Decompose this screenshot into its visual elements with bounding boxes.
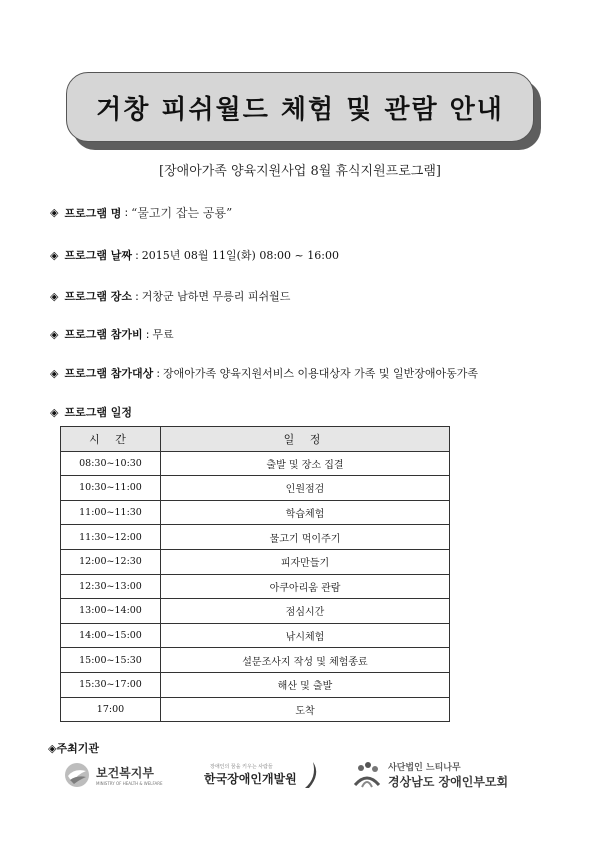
info-row-date: ◈ 프로그램 날짜 : 2015년 08월 11일(화) 08:00 ~ 16:00 (50, 248, 339, 262)
org-name: 한국장애인개발원 (204, 772, 297, 786)
kodds-logo-icon (301, 760, 321, 790)
diamond-bullet-icon: ◈ (50, 405, 59, 419)
event-cell: 해산 및 출발 (161, 672, 450, 697)
table-row (61, 599, 450, 624)
event-cell: 출발 및 장소 집결 (161, 451, 450, 476)
time-cell: 10:30~11:00 (61, 476, 161, 501)
table-row (61, 525, 450, 550)
table-row (61, 549, 450, 574)
info-label: 프로그램 참가대상 (64, 367, 154, 380)
time-cell: 12:30~13:00 (61, 574, 161, 599)
header-time: 시 간 (61, 427, 161, 452)
info-label: 프로그램 장소 (64, 290, 133, 303)
header-event: 일 정 (161, 427, 450, 452)
info-row-fee: ◈ 프로그램 참가비 : 무료 (50, 327, 174, 341)
time-cell: 14:00~15:00 (61, 623, 161, 648)
time-cell: 13:00~14:00 (61, 599, 161, 624)
org-subtext: MINISTRY OF HEALTH & WELFARE (96, 781, 163, 786)
event-cell: 피자만들기 (161, 549, 450, 574)
page-title: 거창 피쉬월드 체험 및 관람 안내 (66, 72, 534, 142)
time-cell: 12:00~12:30 (61, 549, 161, 574)
event-cell: 도착 (161, 697, 450, 722)
diamond-bullet-icon: ◈ (50, 206, 59, 219)
info-row-place: ◈ 프로그램 장소 : 거창군 남하면 무릉리 피쉬월드 (50, 289, 291, 303)
event-cell: 학습체험 (161, 500, 450, 525)
mohw-logo-icon (64, 762, 90, 788)
event-cell: 인원점검 (161, 476, 450, 501)
info-row-name: ◈ 프로그램 명 : “물고기 잡는 공룡” (50, 206, 233, 220)
diamond-bullet-icon: ◈ (50, 289, 59, 303)
host-logo-kodds (204, 760, 321, 790)
info-label: 프로그램 날짜 (64, 249, 133, 262)
org-subtext: 사단법인 느티나무 (388, 763, 461, 773)
table-row (61, 574, 450, 599)
schedule-table (60, 426, 450, 722)
diamond-bullet-icon: ◈ (50, 327, 59, 341)
table-row (61, 451, 450, 476)
table-header-row (61, 427, 450, 452)
info-label: 프로그램 일정 (64, 406, 133, 419)
table-row (61, 672, 450, 697)
time-cell: 11:30~12:00 (61, 525, 161, 550)
table-row (61, 697, 450, 722)
diamond-bullet-icon: ◈ (50, 366, 59, 380)
host-logo-parents (352, 760, 508, 790)
diamond-bullet-icon: ◈ (50, 248, 59, 262)
table-row (61, 623, 450, 648)
host-logo-mohw (64, 762, 163, 788)
org-subtext: 장애인의 꿈을 키우는 사람들 (210, 764, 273, 770)
event-cell: 설문조사지 작성 및 체험종료 (161, 648, 450, 673)
event-cell: 물고기 먹이주기 (161, 525, 450, 550)
host-title: ◈주최기관 (48, 742, 99, 755)
time-cell: 15:00~15:30 (61, 648, 161, 673)
info-value: 장애아가족 양육지원서비스 이용대상자 가족 및 일반장애아동가족 (163, 367, 479, 380)
org-name: 경상남도 장애인부모회 (388, 775, 509, 789)
info-value: 거창군 남하면 무릉리 피쉬월드 (141, 290, 291, 303)
time-cell: 11:00~11:30 (61, 500, 161, 525)
info-row-target: ◈ 프로그램 참가대상 : 장애아가족 양육지원서비스 이용대상자 가족 및 일반장애아동가족 (50, 366, 479, 380)
table-row (61, 476, 450, 501)
table-row (61, 648, 450, 673)
info-label: 프로그램 참가비 (64, 328, 143, 341)
info-value: “물고기 잡는 공룡” (131, 206, 233, 220)
info-label: 프로그램 명 (64, 206, 122, 220)
info-row-schedule (50, 404, 132, 420)
subtitle: [장애아가족 양육지원사업 8월 휴식지원프로그램] (159, 164, 441, 179)
event-cell: 낚시체험 (161, 623, 450, 648)
event-cell: 아쿠아리움 관람 (161, 574, 450, 599)
time-cell: 15:30~17:00 (61, 672, 161, 697)
parents-logo-icon (352, 761, 382, 789)
time-cell: 08:30~10:30 (61, 451, 161, 476)
info-value: 2015년 08월 11일(화) 08:00 ~ 16:00 (141, 249, 339, 262)
org-name: 보건복지부 (96, 766, 154, 780)
time-cell: 17:00 (61, 697, 161, 722)
table-row (61, 500, 450, 525)
info-value: 무료 (152, 328, 174, 341)
event-cell: 점심시간 (161, 599, 450, 624)
